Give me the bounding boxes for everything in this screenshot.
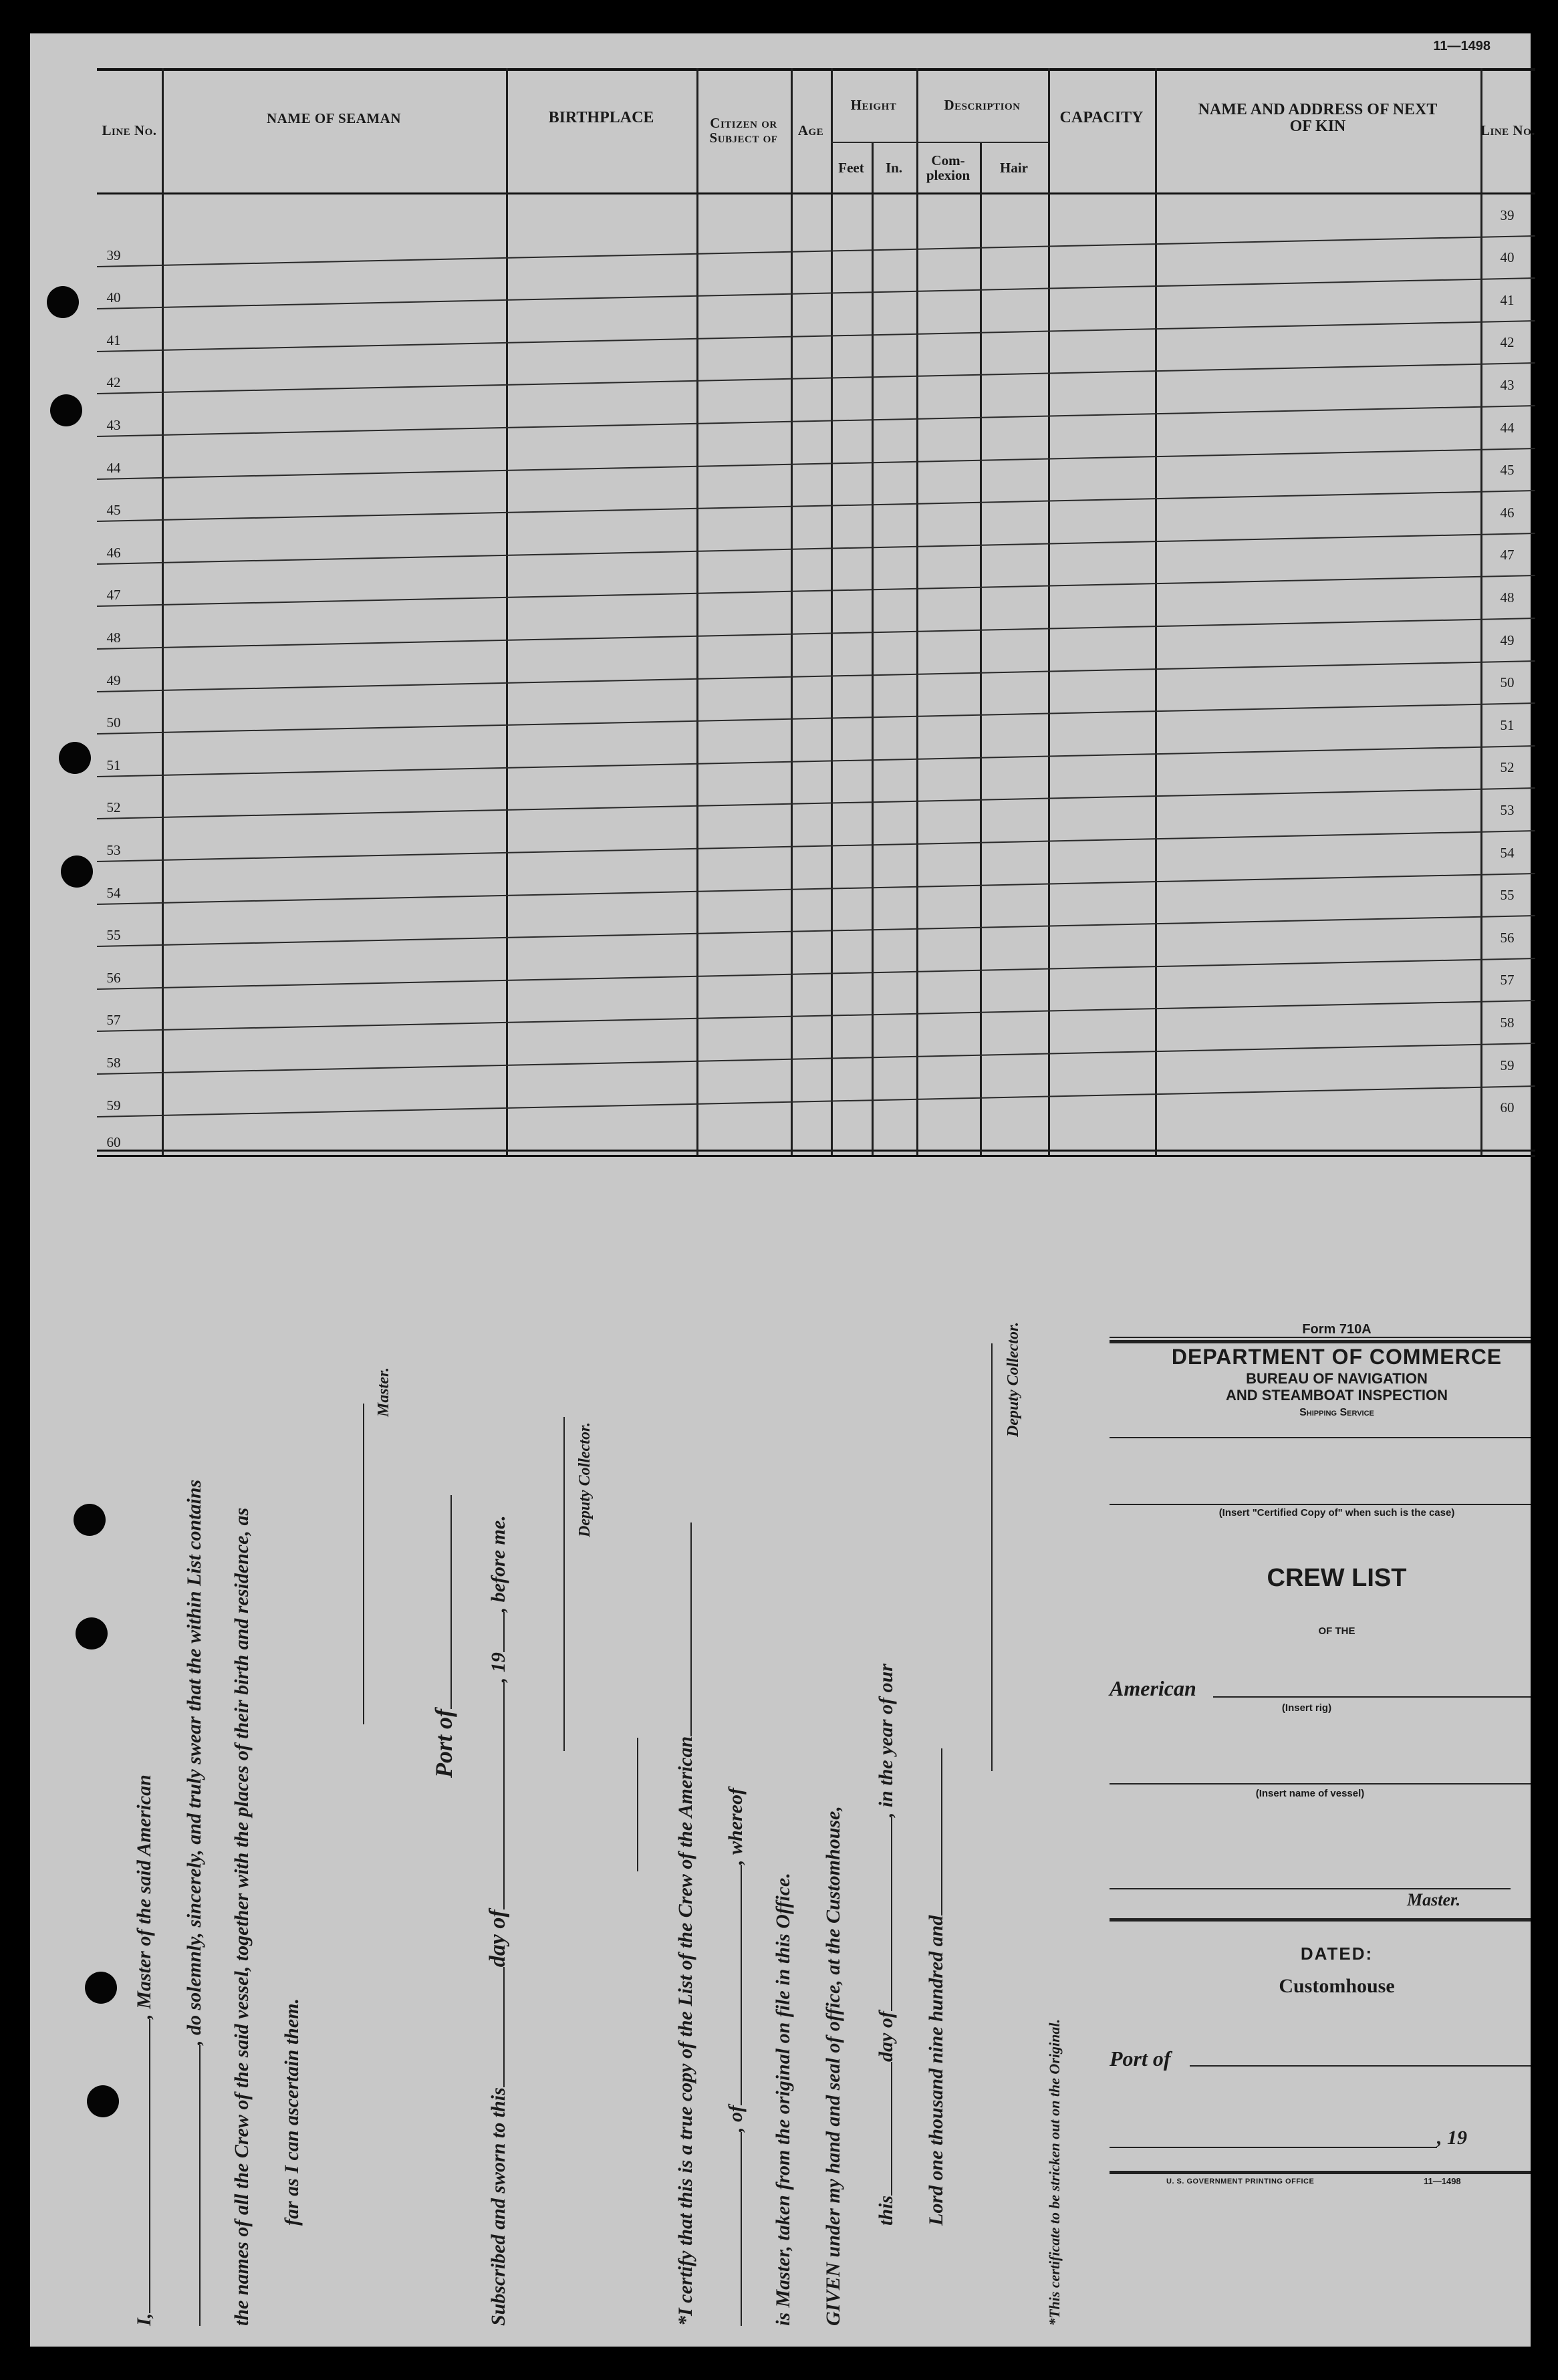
port-of-label: Port of — [430, 1709, 457, 1778]
oath-line-3: the names of all the Crew of the said vessel, together with the places of their birth and residence, as — [231, 1507, 253, 2326]
oath-line-2: , do solemnly, sincerely, and truly swear that the within List contains — [183, 1479, 205, 2045]
line-number-right: 59 — [1500, 1057, 1515, 1073]
line-number-left: 58 — [106, 1055, 121, 1071]
row-rule — [97, 362, 1535, 394]
line-number-left: 42 — [106, 374, 121, 391]
cert-b: , of — [725, 2105, 747, 2132]
row-rule — [97, 958, 1535, 990]
line-number-left: 52 — [106, 799, 121, 816]
vessel-name-blank — [180, 2045, 201, 2326]
row-rule — [97, 915, 1535, 947]
row-rule — [97, 1000, 1535, 1032]
master-signature-blank — [344, 1404, 364, 1724]
of-the: OF THE — [1318, 1625, 1355, 1637]
row-rule — [97, 660, 1535, 692]
cert-vessel-blank — [672, 1523, 692, 1736]
line-number-left: 55 — [106, 927, 121, 944]
line-number-left: 50 — [106, 714, 121, 731]
punch-hole — [59, 742, 91, 774]
line-number-left: 51 — [106, 757, 121, 773]
header-birthplace: BIRTHPLACE — [548, 109, 654, 127]
line-number-right: 42 — [1500, 334, 1515, 351]
line-number-right: 60 — [1500, 1099, 1515, 1116]
customhouse-label: Customhouse — [1279, 1975, 1395, 1997]
year-label-cover: , 19 — [1437, 2127, 1467, 2149]
page-number: 11—1498 — [1433, 39, 1490, 53]
master-label-cover: Master. — [1407, 1890, 1461, 1909]
deputy-collector-label-2: Deputy Collector. — [1005, 1322, 1022, 1437]
oath-block — [110, 1230, 1079, 2326]
line-number-right: 51 — [1500, 716, 1515, 733]
row-rule — [97, 702, 1535, 735]
header-citizen-of: Citizen or Subject of — [709, 114, 778, 146]
header-height: Height — [850, 96, 897, 113]
line-number-right: 54 — [1500, 844, 1515, 861]
document-page — [30, 33, 1536, 2347]
lord-year-blank — [922, 1748, 942, 1915]
line-number-left: 43 — [106, 417, 121, 433]
punch-hole — [76, 1617, 108, 1649]
row-rule — [97, 873, 1535, 905]
line-number-right: 50 — [1500, 674, 1515, 691]
row-rule — [97, 490, 1535, 522]
department-title: DEPARTMENT OF COMMERCE — [1171, 1345, 1503, 1369]
header-description: Description — [944, 96, 1021, 113]
line-number-right: 57 — [1500, 972, 1515, 988]
row-rule — [97, 448, 1535, 480]
given-line: GIVEN under my hand and seal of office, at the Customhouse, — [822, 1806, 844, 2326]
cert-blank-1 — [722, 2132, 742, 2326]
oath-line-4: far as I can ascertain them. — [281, 1998, 303, 2226]
port-blank — [432, 1495, 452, 1709]
printer-imprint: U. S. GOVERNMENT PRINTING OFFICE — [1166, 2177, 1315, 2186]
header-complexion: Com- plexion — [926, 152, 970, 183]
given-year-of-our: , in the year of our — [875, 1664, 897, 1818]
lord-line: Lord one thousand nine hundred and — [925, 1915, 947, 2226]
line-number-left: 54 — [106, 884, 121, 901]
header-hair: Hair — [1000, 159, 1028, 176]
line-number-right: 45 — [1500, 462, 1515, 479]
header-capacity: CAPACITY — [1059, 109, 1144, 127]
line-number-left: 56 — [106, 969, 121, 986]
american-label: American — [1110, 1676, 1196, 1700]
subscribed-a: Subscribed and sworn to this — [487, 2087, 509, 2326]
subscribed-d: , before me. — [487, 1515, 509, 1613]
form-number: Form 710A — [1302, 1322, 1372, 1337]
line-number-left: 49 — [106, 672, 121, 688]
subscribed-c: , 19 — [487, 1652, 509, 1683]
given-this: this — [875, 2195, 897, 2226]
punch-hole — [50, 394, 82, 426]
certificate-footnote: *This certificate to be stricken out on the Original. — [1046, 2019, 1063, 2326]
master-name-blank — [130, 2019, 150, 2313]
line-number-right: 55 — [1500, 887, 1515, 904]
line-number-left: 46 — [106, 544, 121, 561]
row-rule — [97, 1085, 1535, 1117]
punch-hole — [61, 855, 93, 888]
crew-table — [97, 68, 1535, 1155]
oath-i: I, — [133, 2312, 155, 2326]
master-label: Master. — [375, 1367, 392, 1417]
cert-line-3: is Master, taken from the original on file in this Office. — [772, 1873, 794, 2326]
cert-blank-2 — [722, 1865, 742, 2105]
line-number-right: 40 — [1500, 249, 1515, 266]
deputy-collector-label: Deputy Collector. — [576, 1422, 594, 1537]
line-number-left: 47 — [106, 587, 121, 604]
line-number-left: 45 — [106, 502, 121, 519]
crew-list-title: CREW LIST — [1267, 1564, 1407, 1592]
line-number-right: 44 — [1500, 419, 1515, 436]
punch-hole — [47, 286, 79, 318]
row-rule — [97, 1043, 1535, 1075]
given-day-of: day of — [875, 2011, 897, 2062]
day-blank — [485, 1967, 505, 2087]
bureau-line-1: BUREAU OF NAVIGATION — [1246, 1370, 1428, 1387]
header-name-of-seaman: NAME OF SEAMAN — [266, 110, 402, 126]
header-next-of-kin: NAME AND ADDRESS OF NEXT OF KIN — [1198, 100, 1438, 135]
port-of-label-cover: Port of — [1110, 2046, 1171, 2071]
row-rule — [97, 830, 1535, 862]
line-number-left: 59 — [106, 1097, 121, 1113]
row-rule — [97, 235, 1535, 267]
line-number-left: 39 — [106, 247, 121, 263]
line-number-right: 58 — [1500, 1015, 1515, 1031]
line-number-right: 41 — [1500, 291, 1515, 308]
line-number-right: 52 — [1500, 759, 1515, 776]
line-number-left: 40 — [106, 289, 121, 306]
row-rule — [97, 745, 1535, 777]
line-number-left: 41 — [106, 332, 121, 348]
printer-number: 11—1498 — [1424, 2176, 1461, 2186]
dated-label: DATED: — [1300, 1944, 1374, 1964]
year-blank — [485, 1612, 505, 1652]
given-month-blank — [872, 1817, 892, 2011]
header-feet: Feet — [838, 159, 864, 176]
given-day-blank — [872, 2062, 892, 2196]
line-number-right: 39 — [1500, 207, 1515, 223]
cert-a: *I certify that this is a true copy of the List of the Crew of the American — [674, 1736, 696, 2326]
subscribed-b: day of — [485, 1909, 510, 1968]
deputy-signature-blank — [545, 1417, 565, 1751]
insert-certified-note: (Insert "Certified Copy of" when such is the case) — [1218, 1507, 1455, 1518]
line-number-left: 48 — [106, 630, 121, 646]
divider-line — [618, 1738, 638, 1871]
insert-rig-note: (Insert rig) — [1281, 1702, 1332, 1714]
shipping-service: Shipping Service — [1299, 1407, 1374, 1418]
line-number-right: 43 — [1500, 377, 1515, 393]
line-number-left: 44 — [106, 459, 121, 476]
row-rule — [97, 618, 1535, 650]
row-rule — [97, 405, 1535, 437]
row-rule — [97, 533, 1535, 565]
line-number-right: 53 — [1500, 802, 1515, 818]
month-blank — [485, 1682, 505, 1909]
line-number-right: 46 — [1500, 504, 1515, 521]
insert-vessel-note: (Insert name of vessel) — [1255, 1788, 1365, 1799]
oath-line-1: , Master of the said American — [133, 1774, 155, 2019]
row-rule — [97, 787, 1535, 819]
line-number-left: 57 — [106, 1012, 121, 1029]
line-number-right: 49 — [1500, 632, 1515, 648]
header-line-no: Line No. — [102, 122, 157, 138]
cert-c: , whereof — [725, 1788, 747, 1865]
line-number-right: 56 — [1500, 929, 1515, 946]
header-line-no-right: Line No. — [1480, 122, 1536, 138]
line-number-right: 47 — [1500, 547, 1515, 563]
line-number-left: 60 — [106, 1134, 121, 1151]
punch-hole — [74, 1504, 106, 1536]
line-number-left: 53 — [106, 842, 121, 858]
cert-line-1 — [672, 1230, 697, 2326]
row-rule — [97, 277, 1535, 309]
row-rule — [97, 575, 1535, 607]
line-number-right: 48 — [1500, 589, 1515, 606]
header-inches: In. — [885, 159, 903, 176]
header-age: Age — [797, 122, 824, 138]
deputy-signature-blank-2 — [972, 1343, 993, 1771]
row-rule — [97, 320, 1535, 352]
bureau-line-2: AND STEAMBOAT INSPECTION — [1225, 1387, 1448, 1404]
